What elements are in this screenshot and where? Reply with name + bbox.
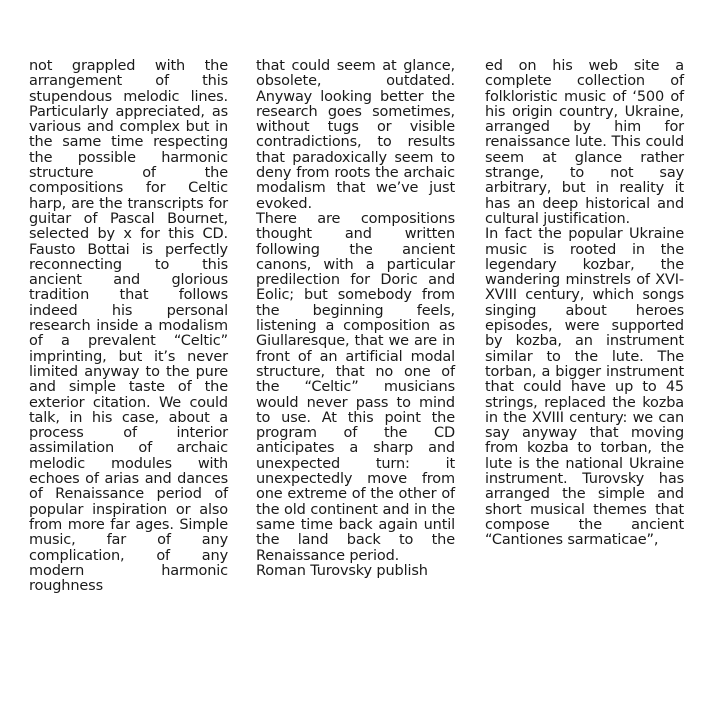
paragraph: There are compositions thought and written following the ancient canons, with a particular predilection for Doric and Eolic; but somebody from the beginning feels, listening a composition as Giullaresque, that we are in front of an artificial modal structure, that no one of the “Celtic” musicians would never pass to mind to use. At this point the program of the CD anticipates a sharp and unexpected turn: it unexpectedly move from one extreme of the other of the old continent and in the same time back again until the land back to the Renaissance period. — [256, 210, 455, 564]
paragraph: ed on his web site a complete collection of folkloristic music of ‘500 of his origin country, Ukraine, arranged by him for renaissance lute. This could seem at glance rather strange, to not say arbitrary, but in reality it has an deep historical and cultural justification. — [485, 58, 684, 227]
paragraph: In fact the popular Ukraine music is rooted in the legendary kozbar, the wandering minstrels of XVI-XVIII century, which songs singing about heroes episodes, were supported by kozba, an instrument similar to the lute. The torban, a bigger instrument that could have up to 45 strings, replaced the kozba in the XVIII century: we can say anyway that moving from kozba to torban, the lute is the national Ukraine instrument. Turovsky has arranged the simple and short musical themes that compose the ancient “Cantiones sarmaticae”, — [485, 226, 684, 549]
text-column-1 — [29, 59, 228, 594]
paragraph: not grappled with the arrangement of this stupendous melodic lines. Particularly appreciated, as various and complex but in the same time respecting the possible harmonic structure of the compositions for Celtic harp, are the transcripts for guitar of Pascal Bournet, selected by x for this CD. Fausto Bottai is perfectly reconnecting to this ancient and glorious tradition that follows indeed his personal research inside a modalism of a prevalent “Celtic” imprinting, but it’s never limited anyway to the pure and simple taste of the exterior citation. We could talk, in his case, about a process of interior assimilation of archaic melodic modules with echoes of arias and dances of Renaissance period of popular inspiration or also from more far ages. Simple music, far of any complication, of any modern harmonic roughness — [29, 58, 228, 595]
text-column-2 — [256, 59, 455, 579]
text-column-3 — [485, 59, 684, 549]
paragraph: Roman Turovsky publish — [256, 562, 428, 579]
paragraph: that could seem at glance, obsolete, outdated. Anyway looking better the research goes sometimes, without tugs or visible contradictions, to results that paradoxically seem to deny from roots the archaic modalism that we’ve just evoked. — [256, 58, 455, 212]
